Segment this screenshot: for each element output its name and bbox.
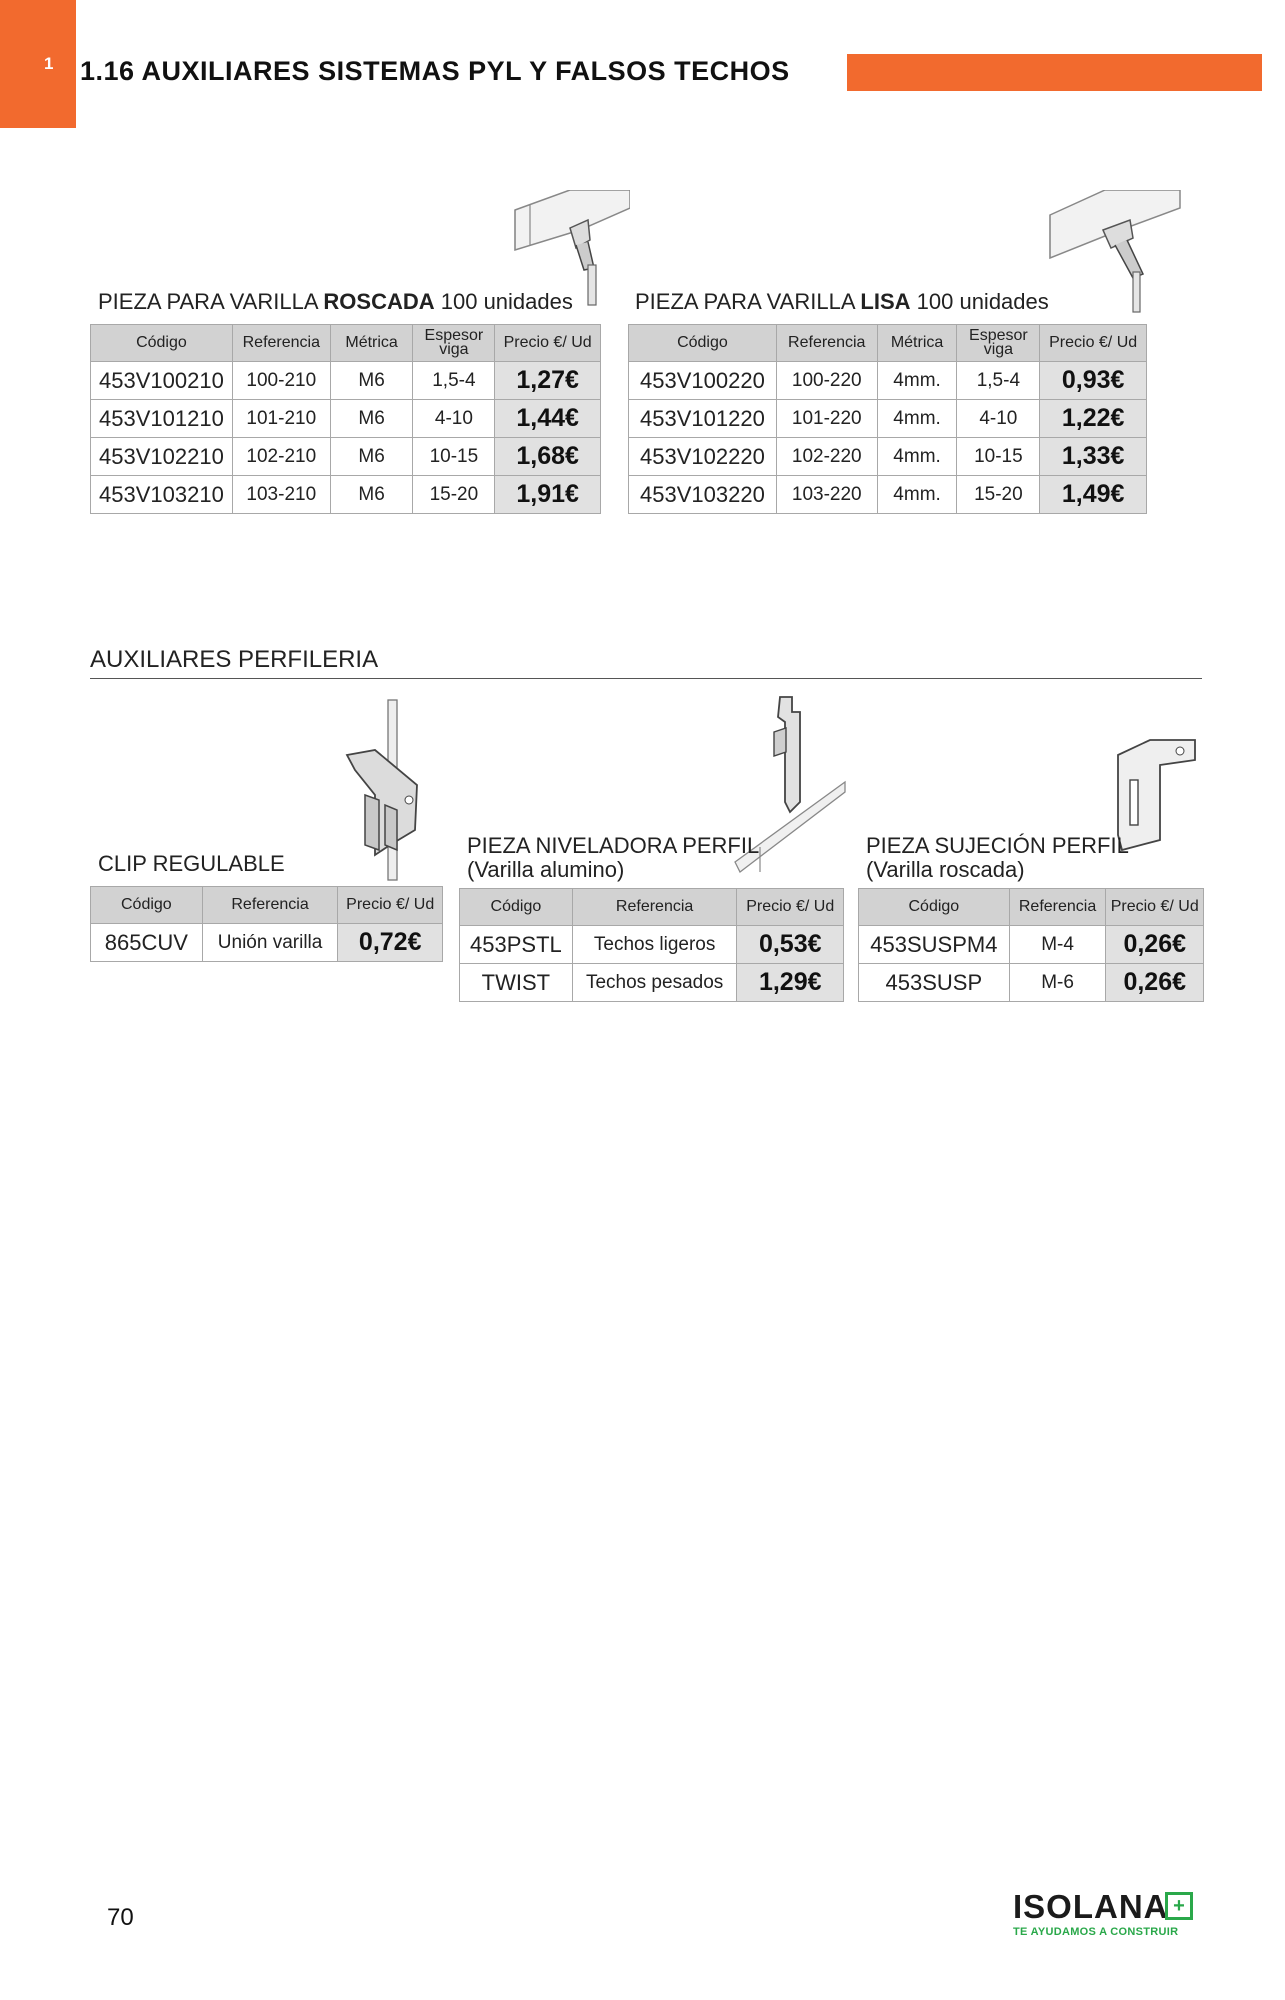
page-number: 70 (107, 1904, 134, 1931)
cell-ref: 100-210 (232, 362, 330, 400)
logo-plus-icon: + (1165, 1892, 1193, 1920)
lisa-caption-prefix: PIEZA PARA VARILLA (635, 289, 861, 314)
lisa-caption-suffix: 100 unidades (910, 289, 1049, 314)
niveladora-caption (467, 834, 759, 882)
col-header: Referencia (202, 887, 338, 924)
cell-code: 453V102220 (629, 438, 777, 476)
col-header: Referencia (572, 889, 737, 926)
col-header: Métrica (877, 325, 957, 362)
cell-code: 865CUV (91, 924, 203, 962)
cell-metric: M6 (330, 362, 413, 400)
page-title: 1.16 AUXILIARES SISTEMAS PYL Y FALSOS TECHOS (80, 56, 790, 86)
cell-price: 0,72€ (338, 924, 443, 962)
logo-name: ISOLANA (1013, 1888, 1169, 1925)
cell-ref: Techos ligeros (572, 926, 737, 964)
cell-ref: Techos pesados (572, 964, 737, 1002)
cell-code: 453SUSPM4 (859, 926, 1010, 964)
clip-table (90, 886, 443, 962)
cell-code: 453V100210 (91, 362, 233, 400)
chapter-tab (0, 0, 76, 128)
roscada-caption-prefix: PIEZA PARA VARILLA (98, 289, 324, 314)
cell-code: 453SUSP (859, 964, 1010, 1002)
lisa-caption (635, 290, 1049, 314)
cell-ref: Unión varilla (202, 924, 338, 962)
cell-thickness: 4-10 (413, 400, 495, 438)
table-row (91, 438, 601, 476)
table-row (460, 964, 844, 1002)
cell-price: 1,29€ (737, 964, 844, 1002)
roscada-caption-bold: ROSCADA (323, 289, 435, 314)
col-header: Código (91, 325, 233, 362)
col-header: Referencia (1009, 889, 1106, 926)
cell-price: 0,26€ (1106, 926, 1204, 964)
cell-thickness: 10-15 (413, 438, 495, 476)
title-accent-bar (847, 54, 1262, 91)
col-header: Referencia (232, 325, 330, 362)
roscada-table (90, 324, 601, 514)
lisa-caption-bold: LISA (860, 289, 911, 314)
cell-code: 453PSTL (460, 926, 573, 964)
col-header: Métrica (330, 325, 413, 362)
table-header-row (629, 325, 1147, 362)
cell-ref: 103-210 (232, 476, 330, 514)
cell-thickness: 15-20 (957, 476, 1040, 514)
cell-metric: M6 (330, 438, 413, 476)
cell-code: 453V101220 (629, 400, 777, 438)
cell-ref: 100-220 (776, 362, 877, 400)
cell-price: 0,26€ (1106, 964, 1204, 1002)
col-header: Código (859, 889, 1010, 926)
cell-metric: 4mm. (877, 438, 957, 476)
col-header: Precio €/ Ud (1040, 325, 1147, 362)
cell-code: 453V102210 (91, 438, 233, 476)
cell-ref: M-6 (1009, 964, 1106, 1002)
cell-price: 1,49€ (1040, 476, 1147, 514)
cell-code: 453V100220 (629, 362, 777, 400)
col-header: Espesor viga (957, 325, 1040, 362)
cell-price: 1,91€ (495, 476, 601, 514)
table-header-row (859, 889, 1204, 926)
cell-thickness: 4-10 (957, 400, 1040, 438)
cell-thickness: 10-15 (957, 438, 1040, 476)
cell-code: 453V103220 (629, 476, 777, 514)
cell-code: TWIST (460, 964, 573, 1002)
cell-price: 1,27€ (495, 362, 601, 400)
cell-metric: M6 (330, 476, 413, 514)
cell-metric: M6 (330, 400, 413, 438)
section-title: AUXILIARES PERFILERIA (90, 646, 379, 673)
chapter-number: 1 (44, 54, 54, 73)
table-row (91, 476, 601, 514)
clip-caption: CLIP REGULABLE (98, 851, 285, 876)
col-header: Código (460, 889, 573, 926)
isolana-logo (1013, 1888, 1195, 1938)
cell-ref: 101-220 (776, 400, 877, 438)
cell-ref: 102-220 (776, 438, 877, 476)
table-row (629, 362, 1147, 400)
roscada-caption (98, 290, 573, 314)
niveladora-caption-line1: PIEZA NIVELADORA PERFIL (467, 833, 760, 858)
clip-illustration (335, 695, 435, 885)
logo-tagline: TE AYUDAMOS A CONSTRUIR (1013, 1926, 1179, 1938)
cell-metric: 4mm. (877, 362, 957, 400)
cell-ref: 101-210 (232, 400, 330, 438)
table-row (460, 926, 844, 964)
table-row (91, 400, 601, 438)
col-header: Precio €/ Ud (495, 325, 601, 362)
table-row (629, 438, 1147, 476)
cell-ref: 102-210 (232, 438, 330, 476)
lisa-piece-illustration (1045, 190, 1185, 320)
cell-code: 453V101210 (91, 400, 233, 438)
cell-price: 0,53€ (737, 926, 844, 964)
cell-metric: 4mm. (877, 476, 957, 514)
table-header-row (91, 887, 443, 924)
col-header: Precio €/ Ud (737, 889, 844, 926)
cell-metric: 4mm. (877, 400, 957, 438)
col-header: Referencia (776, 325, 877, 362)
col-header: Espesor viga (413, 325, 495, 362)
cell-ref: M-4 (1009, 926, 1106, 964)
cell-price: 1,68€ (495, 438, 601, 476)
cell-price: 1,33€ (1040, 438, 1147, 476)
table-header-row (460, 889, 844, 926)
table-row (859, 964, 1204, 1002)
table-row (91, 362, 601, 400)
cell-ref: 103-220 (776, 476, 877, 514)
col-header: Precio €/ Ud (338, 887, 443, 924)
cell-code: 453V103210 (91, 476, 233, 514)
table-row (629, 476, 1147, 514)
sujecion-table (858, 888, 1204, 1002)
table-row (91, 924, 443, 962)
cell-price: 1,44€ (495, 400, 601, 438)
cell-thickness: 1,5-4 (413, 362, 495, 400)
sujecion-caption-line1: PIEZA SUJECIÓN PERFIL (866, 833, 1129, 858)
col-header: Código (629, 325, 777, 362)
section-divider (90, 678, 1202, 679)
sujecion-caption (866, 834, 1129, 882)
table-row (859, 926, 1204, 964)
col-header: Código (91, 887, 203, 924)
roscada-caption-suffix: 100 unidades (434, 289, 573, 314)
cell-thickness: 15-20 (413, 476, 495, 514)
lisa-table (628, 324, 1147, 514)
niveladora-table (459, 888, 844, 1002)
cell-price: 0,93€ (1040, 362, 1147, 400)
sujecion-caption-line2: (Varilla roscada) (866, 857, 1025, 882)
cell-thickness: 1,5-4 (957, 362, 1040, 400)
cell-price: 1,22€ (1040, 400, 1147, 438)
table-row (629, 400, 1147, 438)
niveladora-caption-line2: (Varilla alumino) (467, 857, 625, 882)
col-header: Precio €/ Ud (1106, 889, 1204, 926)
table-header-row (91, 325, 601, 362)
